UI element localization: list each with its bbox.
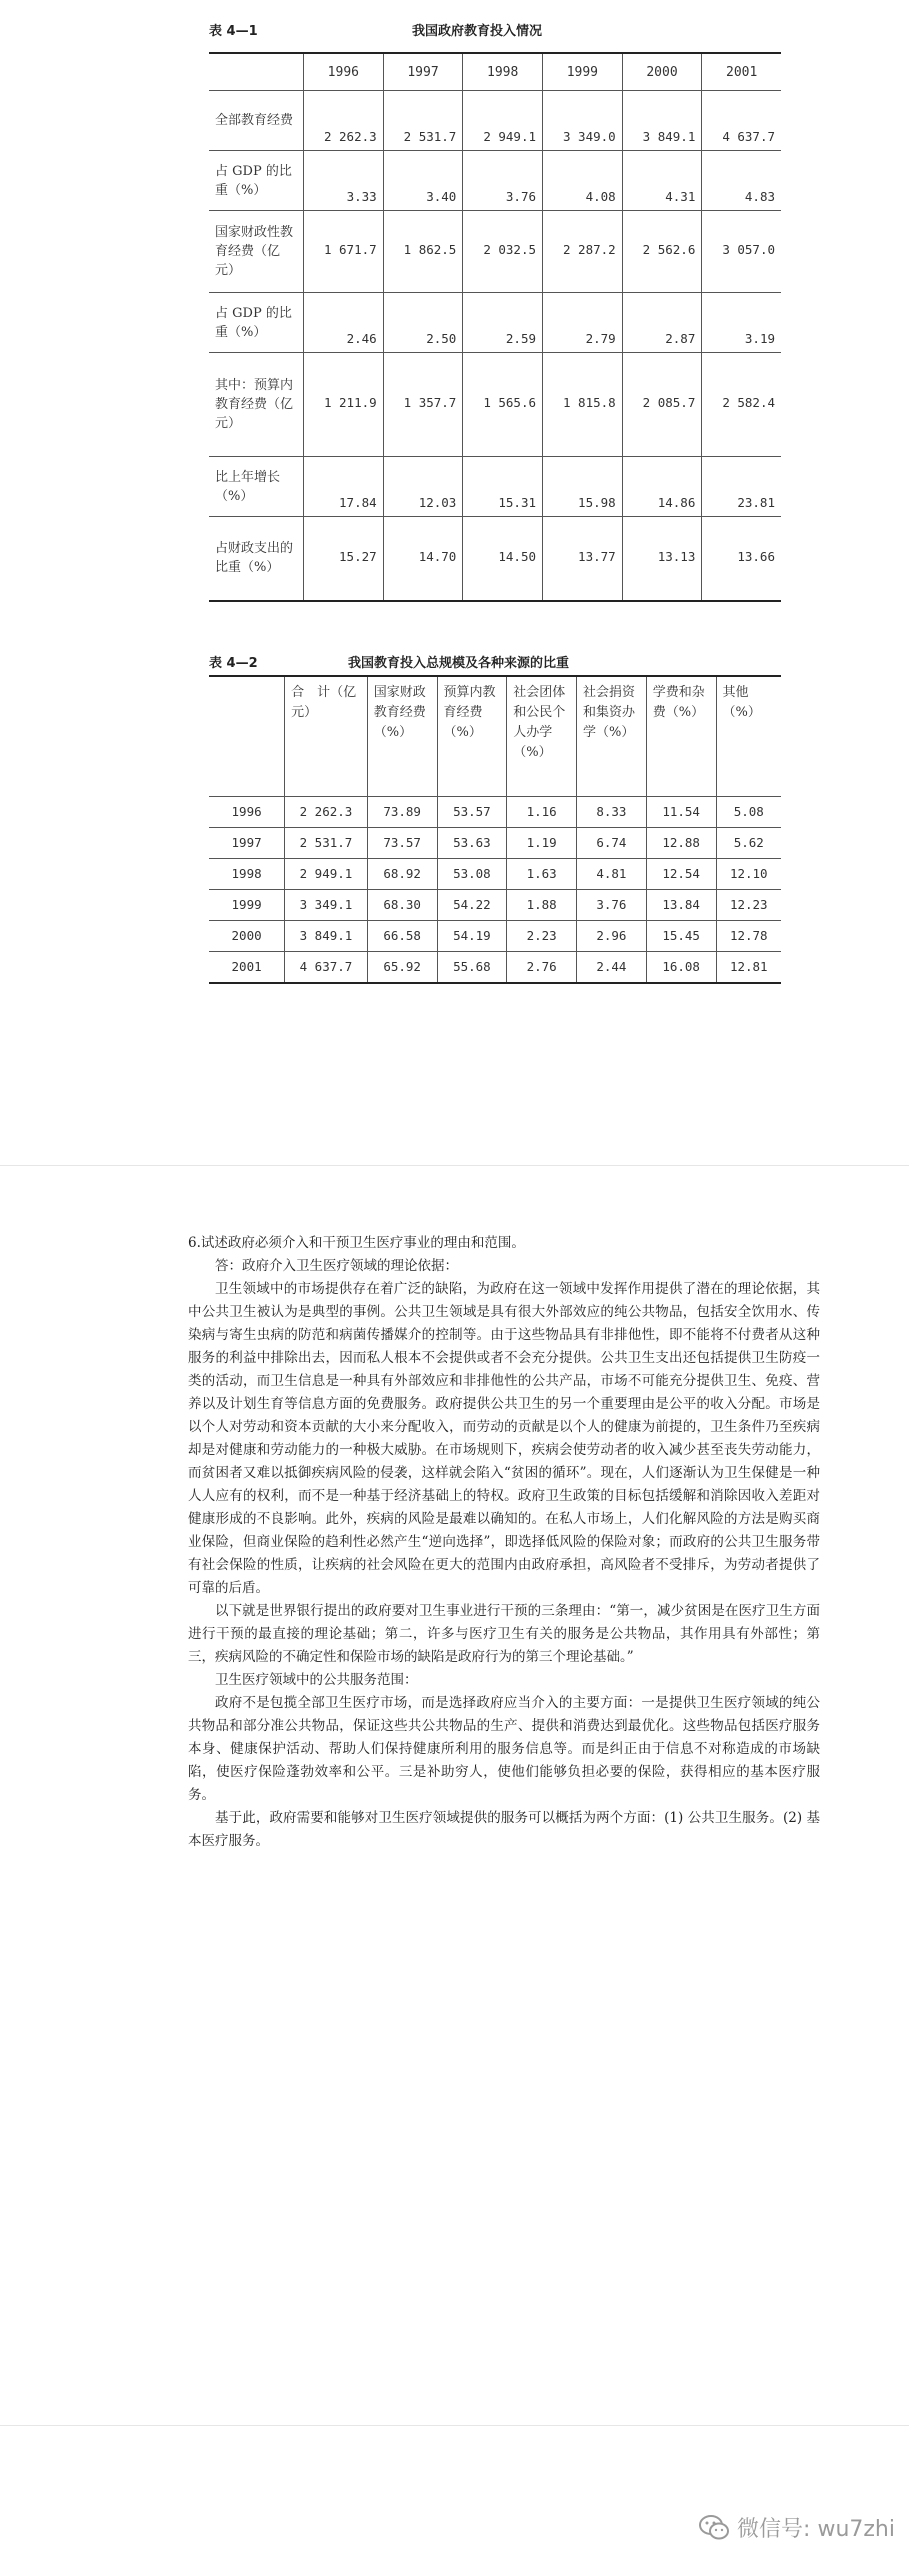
table-cell: 68.92: [367, 858, 437, 889]
table-cell: 2 562.6: [622, 211, 702, 293]
table-cell: 4.83: [702, 151, 781, 211]
table-header-cell: 其他（%）: [716, 676, 781, 796]
table-row: [209, 889, 781, 920]
table-cell: 8.33: [577, 796, 647, 827]
table-cell: 53.57: [437, 796, 507, 827]
row-year: 1999: [209, 889, 285, 920]
table-cell: 1 211.9: [304, 353, 384, 457]
table-cell: 2.46: [304, 293, 384, 353]
row-year: 1998: [209, 858, 285, 889]
table-cell: 66.58: [367, 920, 437, 951]
table-cell: 55.68: [437, 951, 507, 983]
table2-caption-label: 表 4—2: [209, 656, 258, 671]
table-row: [209, 796, 781, 827]
table-cell: 4.81: [577, 858, 647, 889]
table-cell: 3 849.1: [622, 91, 702, 151]
table1-caption-label: 表 4—1: [209, 24, 258, 39]
table-cell: 17.84: [304, 457, 384, 517]
table-header-cell: 学费和杂费（%）: [646, 676, 716, 796]
table-row: [209, 211, 781, 293]
table-cell: 2.87: [622, 293, 702, 353]
table-cell: 1.16: [507, 796, 577, 827]
table-cell: 4 637.7: [702, 91, 781, 151]
paragraph: 卫生医疗领域中的公共服务范围：: [215, 1672, 418, 1688]
paragraph: 政府不是包揽全部卫生医疗市场，而是选择政府应当介入的主要方面：一是提供卫生医疗领域的纯公共物品和部分准公共物品，保证这些共公共物品的生产、提供和消费达到最优化。这些物品包括医疗服务本身、健康保护活动、帮助人们保持健康所利用的服务信息等。而是纠正由于信息不对称造成的市场缺陷，使医疗保险蓬勃效率和公平。三是补助穷人，使他们能够负担必要的保险，获得相应的基本医疗服务。: [188, 1695, 820, 1803]
table-cell: 2.59: [463, 293, 543, 353]
table-cell: 2 262.3: [285, 796, 368, 827]
paragraph: 基于此，政府需要和能够对卫生医疗领域提供的服务可以概括为两个方面：(1) 公共卫生服务。(2) 基本医疗服务。: [188, 1810, 820, 1849]
question-text: 6.试述政府必须介入和干预卫生医疗事业的理由和范围。: [188, 1235, 525, 1251]
table-row: [209, 293, 781, 353]
table-row: [209, 517, 781, 601]
table-header-cell: [209, 676, 285, 796]
table-cell: 16.08: [646, 951, 716, 983]
table-education-investment-sources: [209, 675, 781, 984]
table-cell: 2.96: [577, 920, 647, 951]
table-cell: 6.74: [577, 827, 647, 858]
table-header-cell: [209, 53, 304, 91]
table-cell: 2.79: [543, 293, 623, 353]
table-cell: 15.31: [463, 457, 543, 517]
table-cell: 1 671.7: [304, 211, 384, 293]
table-cell: 3 349.1: [285, 889, 368, 920]
table-cell: 1 357.7: [383, 353, 463, 457]
table-cell: 3.76: [577, 889, 647, 920]
table-cell: 13.84: [646, 889, 716, 920]
table-cell: 54.19: [437, 920, 507, 951]
table-cell: 12.78: [716, 920, 781, 951]
table-cell: 23.81: [702, 457, 781, 517]
table-cell: 14.70: [383, 517, 463, 601]
table-cell: 2 531.7: [285, 827, 368, 858]
table-cell: 14.50: [463, 517, 543, 601]
row-label: 比上年增长（%）: [209, 457, 304, 517]
paragraph: 以下就是世界银行提出的政府要对卫生事业进行干预的三条理由：“第一，减少贫困是在医疗卫生方面进行干预的最直接的理论基础；第二，许多与医疗卫生有关的服务是公共物品，其作用具有外部性；第三，疾病风险的不确定性和保险市场的缺陷是政府行为的第三个理论基础。”: [188, 1603, 820, 1665]
row-label: 全部教育经费: [209, 91, 304, 151]
table-cell: 15.98: [543, 457, 623, 517]
table-cell: 4 637.7: [285, 951, 368, 983]
answer-text-block: [188, 1232, 820, 1853]
table-cell: 3 349.0: [543, 91, 623, 151]
table-cell: 15.45: [646, 920, 716, 951]
table-cell: 5.08: [716, 796, 781, 827]
table-cell: 2 531.7: [383, 91, 463, 151]
table-cell: 3.33: [304, 151, 384, 211]
table-header-cell: 国家财政教育经费（%）: [367, 676, 437, 796]
table-cell: 68.30: [367, 889, 437, 920]
watermark: [699, 2512, 895, 2543]
row-year: 2001: [209, 951, 285, 983]
table-header-cell: 预算内教育经费（%）: [437, 676, 507, 796]
table-header-cell: 1998: [463, 53, 543, 91]
answer-intro: 答：政府介入卫生医疗领域的理论依据：: [215, 1258, 458, 1274]
table-cell: 4.31: [622, 151, 702, 211]
table-cell: 2 582.4: [702, 353, 781, 457]
table-header-cell: 合 计（亿元）: [285, 676, 368, 796]
table-cell: 12.10: [716, 858, 781, 889]
table-cell: 3.19: [702, 293, 781, 353]
table-cell: 54.22: [437, 889, 507, 920]
table-row: [209, 457, 781, 517]
table-cell: 12.23: [716, 889, 781, 920]
table-cell: 3.76: [463, 151, 543, 211]
table-cell: 3 057.0: [702, 211, 781, 293]
table-header-cell: 社会捐资和集资办学（%）: [577, 676, 647, 796]
table2-caption-title: 我国教育投入总规模及各种来源的比重: [348, 656, 570, 671]
table-cell: 1 565.6: [463, 353, 543, 457]
table-cell: 2.50: [383, 293, 463, 353]
table-header-row: [209, 53, 781, 91]
table-cell: 1.19: [507, 827, 577, 858]
table-cell: 2 085.7: [622, 353, 702, 457]
table-row: [209, 353, 781, 457]
table-header-cell: 1999: [543, 53, 623, 91]
table-cell: 1 815.8: [543, 353, 623, 457]
table-cell: 12.81: [716, 951, 781, 983]
table-government-education-investment: [209, 52, 781, 602]
table-cell: 13.77: [543, 517, 623, 601]
table-cell: 13.66: [702, 517, 781, 601]
row-year: 1996: [209, 796, 285, 827]
row-label: 占 GDP 的比重（%）: [209, 293, 304, 353]
table-cell: 14.86: [622, 457, 702, 517]
table-cell: 65.92: [367, 951, 437, 983]
table-cell: 13.13: [622, 517, 702, 601]
watermark-label: 微信号: wu7zhi: [737, 2517, 895, 2542]
paragraph: 卫生领域中的市场提供存在着广泛的缺陷，为政府在这一领域中发挥作用提供了潜在的理论依据，其中公共卫生被认为是典型的事例。公共卫生领域是具有很大外部效应的纯公共物品，包括安全饮用水、传染病与寄生虫病的防范和病菌传播媒介的控制等。由于这些物品具有非排他性，即不能将不付费者从这种服务的利益中排除出去，因而私人根本不会提供或者不会充分提供。公共卫生支出还包括提供卫生防疫一类的活动，而卫生信息是一种具有外部效应和非排他性的公共产品，市场不可能充分提供卫生、免疫、营养以及计划生育等信息方面的免费服务。政府提供公共卫生的另一个重要理由是公平的收入分配。市场是以个人对劳动和资本贡献的大小来分配收入，而劳动的贡献是以个人的健康为前提的，卫生条件乃至疾病却是对健康和劳动能力的一种极大威胁。在市场规则下，疾病会使劳动者的收入减少甚至丧失劳动能力，而贫困者又难以抵御疾病风险的侵袭，这样就会陷入“贫困的循环”。现在，人们逐渐认为卫生保健是一种人人应有的权利，而不是一种基于经济基础上的特权。政府卫生政策的目标包括缓解和消除因收入差距对健康形成的不良影响。此外，疾病的风险是最难以确知的。在私人市场上，人们化解风险的方法是购买商业保险，但商业保险的趋利性必然产生“逆向选择”，即选择低风险的保险对象；而政府的公共卫生服务带有社会保险的性质，让疾病的社会风险在更大的范围内由政府承担，高风险者不受排斥，为劳动者提供了可靠的后盾。: [188, 1281, 820, 1596]
table-cell: 2.76: [507, 951, 577, 983]
table-cell: 2 949.1: [463, 91, 543, 151]
table-cell: 12.54: [646, 858, 716, 889]
table-cell: 15.27: [304, 517, 384, 601]
table-cell: 53.08: [437, 858, 507, 889]
table-cell: 73.89: [367, 796, 437, 827]
page-separator: [0, 1165, 909, 1166]
row-label: 国家财政性教育经费（亿元）: [209, 211, 304, 293]
row-year: 1997: [209, 827, 285, 858]
table-row: [209, 951, 781, 983]
table-header-cell: 2000: [622, 53, 702, 91]
table-cell: 12.88: [646, 827, 716, 858]
table-cell: 5.62: [716, 827, 781, 858]
table-cell: 2 949.1: [285, 858, 368, 889]
table-header-cell: 1996: [304, 53, 384, 91]
table-cell: 2 032.5: [463, 211, 543, 293]
page-separator: [0, 2425, 909, 2426]
table-row: [209, 151, 781, 211]
table-cell: 53.63: [437, 827, 507, 858]
table-cell: 2.44: [577, 951, 647, 983]
table-row: [209, 858, 781, 889]
table-cell: 2 287.2: [543, 211, 623, 293]
table-cell: 3 849.1: [285, 920, 368, 951]
table-header-cell: 2001: [702, 53, 781, 91]
table-cell: 2 262.3: [304, 91, 384, 151]
table-cell: 4.08: [543, 151, 623, 211]
table-cell: 12.03: [383, 457, 463, 517]
table-header-row: [209, 676, 781, 796]
table-header-cell: 1997: [383, 53, 463, 91]
table-row: [209, 91, 781, 151]
table-cell: 2.23: [507, 920, 577, 951]
row-label: 占财政支出的比重（%）: [209, 517, 304, 601]
row-year: 2000: [209, 920, 285, 951]
table-cell: 73.57: [367, 827, 437, 858]
row-label: 占 GDP 的比重（%）: [209, 151, 304, 211]
table1-caption-title: 我国政府教育投入情况: [412, 24, 543, 39]
table-header-cell: 社会团体和公民个人办学（%）: [507, 676, 577, 796]
table-row: [209, 920, 781, 951]
table-cell: 11.54: [646, 796, 716, 827]
row-label: 其中：预算内教育经费（亿元）: [209, 353, 304, 457]
table-cell: 1 862.5: [383, 211, 463, 293]
table-row: [209, 827, 781, 858]
table-cell: 1.88: [507, 889, 577, 920]
table-cell: 1.63: [507, 858, 577, 889]
table-cell: 3.40: [383, 151, 463, 211]
wechat-icon: [699, 2515, 729, 2541]
